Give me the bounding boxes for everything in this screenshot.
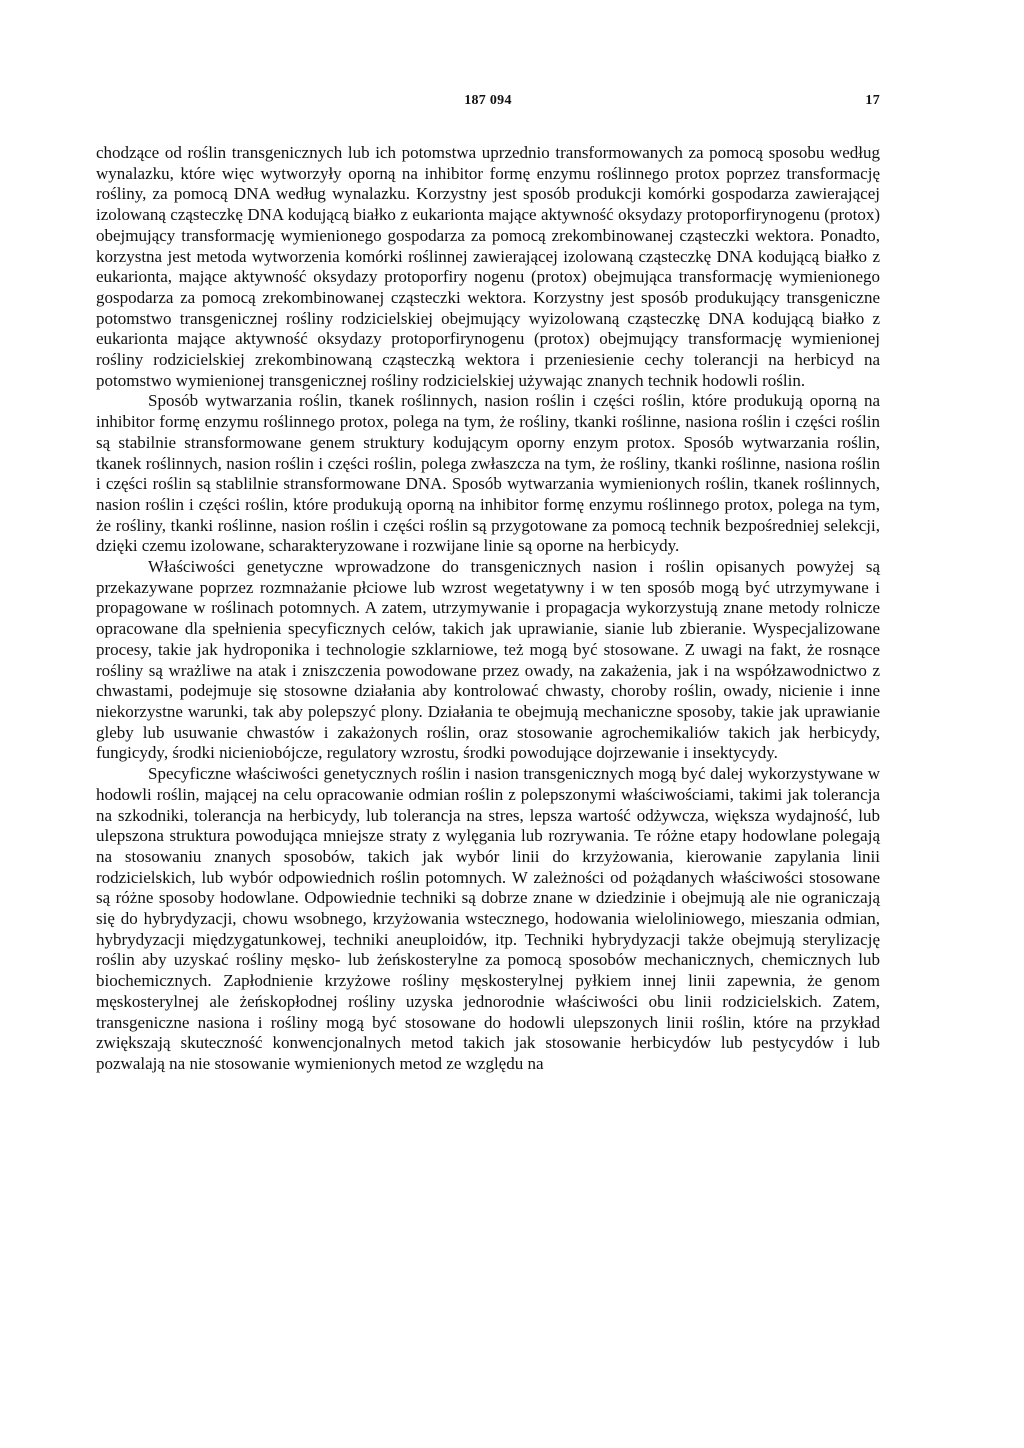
page-number: 17 [865, 93, 880, 108]
page-header [96, 93, 880, 115]
paragraph-plant-breeding: Specyficzne właściwości genetycznych roślin i nasion transgenicznych mogą być dalej wykorzystywane w hodowli roślin, mającej na celu opracowanie odmian roślin z polepszonymi właściwościami, takimi jak tolerancja na szkodniki, tolerancja na herbicydy, lub tolerancja na stres, lepsza wartość odżywcza, większa wydajność, lub ulepszona struktura powodująca mniejsze straty z wylęgania lub rozrywania. Te różne etapy hodowlane polegają na stosowaniu znanych sposobów, takich jak wybór linii do krzyżowania, kierowanie zapylania linii rodzicielskich, lub wybór odpowiednich roślin potomnych. W zależności od pożądanych właściwości stosowane są różne sposoby hodowlane. Odpowiednie techniki są dobrze znane w dziedzinie i obejmują ale nie ograniczają się do hybrydyzacji, chowu wsobnego, krzyżowania wstecznego, hodowania wieloliniowego, mieszania odmian, hybrydyzacji międzygatunkowej, techniki aneuploidów, itp. Techniki hybrydyzacji także obejmują sterylizację roślin aby uzyskać rośliny męsko- lub żeńskosterylne za pomocą sposobów mechanicznych, chemicznych lub biochemicznych. Zapłodnienie krzyżowe rośliny męskosterylnej pyłkiem innej linii zapewnia, że genom męskosterylnej ale żeńskopłodnej rośliny uzyska jednorodnie właściwości obu linii rodzicielskich. Zatem, transgeniczne nasiona i rośliny mogą być stosowane do hodowli ulepszonych linii roślin, które na przykład zwiększają skuteczność konwencjonalnych metod takich jak stosowanie herbicydów lub pestycydów i lub pozwalają na nie stosowanie wymienionych metod ze względu na [96, 764, 880, 1073]
paragraph-production-methods: Sposób wytwarzania roślin, tkanek roślinnych, nasion roślin i części roślin, które produkują oporną na inhibitor formę enzymu roślinnego protox, polega na tym, że rośliny, tkanki roślinne, nasiona roślin i części roślin są stabilnie stransformowane genem struktury kodującym oporny enzym protox. Sposób wytwarzania roślin, tkanek roślinnych, nasion roślin i części roślin, polega zwłaszcza na tym, że rośliny, tkanki roślinne, nasiona roślin i części roślin są stablilnie stransformowane DNA. Sposób wytwarzania wymienionych roślin, tkanek roślinnych, nasion roślin i części roślin, które produkują oporną na inhibitor formę enzymu roślinnego protox, polega na tym, że rośliny, tkanki roślinne, nasion roślin i części roślin są przygotowane za pomocą technik bezpośredniej selekcji, dzięki czemu izolowane, scharakteryzowane i rozwijane linie są oporne na herbicydy. [96, 391, 880, 556]
paragraph-continuation: chodzące od roślin transgenicznych lub ich potomstwa uprzednio transformowanych za pomocą sposobu według wynalazku, które więc wytworzyły oporną na inhibitor formę enzymu roślinnego protox poprzez transformację rośliny, za pomocą DNA według wynalazku. Korzystny jest sposób produkcji komórki gospodarza zawierającej izolowaną cząsteczkę DNA kodującą białko z eukarionta mające aktywność oksydazy protoporfirynogenu (protox) obejmujący transformację wymienionego gospodarza za pomocą zrekombinowanej cząsteczki wektora. Ponadto, korzystna jest metoda wytworzenia komórki roślinnej zawierającej izolowaną cząsteczkę DNA kodującą białko z eukarionta, mające aktywność oksydazy protoporfiry nogenu (protox) obejmująca transformację wymienionego gospodarza za pomocą zrekombinowanej cząsteczki wektora. Korzystny jest sposób produkujący transgeniczne potomstwo transgenicznej rośliny rodzicielskiej obejmujący wyizolowaną cząsteczkę DNA kodującą białko z eukarionta mające aktywność oksydazy protoporfirynogenu (protox) obejmujący transformację wymienionej rośliny rodzicielskiej zrekombinowaną cząsteczką wektora i przeniesienie cechy tolerancji na herbicyd na potomstwo wymienionej transgenicznej rośliny rodzicielskiej używając znanych technik hodowli roślin. [96, 143, 880, 390]
paragraph-genetic-properties: Właściwości genetyczne wprowadzone do transgenicznych nasion i roślin opisanych powyżej są przekazywane poprzez rozmnażanie płciowe lub wzrost wegetatywny i w ten sposób mogą być utrzymywane i propagowane w roślinach potomnych. A zatem, utrzymywanie i propagacja wykorzystują znane metody rolnicze opracowane dla spełnienia specyficznych celów, takich jak uprawianie, sianie lub zbieranie. Wyspecjalizowane procesy, takie jak hydroponika i technologie szklarniowe, też mogą być stosowane. Z uwagi na fakt, że rosnące rośliny są wrażliwe na atak i zniszczenia powodowane przez owady, na zakażenia, jak i na współzawodnictwo z chwastami, podejmuje się stosowne działania aby kontrolować chwasty, choroby roślin, owady, nicienie i inne niekorzystne warunki, tak aby polepszyć plony. Działania te obejmują mechaniczne sposoby, takie jak uprawianie gleby lub usuwanie chwastów i zakażonych roślin, oraz stosowanie agrochemikaliów takich jak herbicydy, fungicydy, środki nicieniobójcze, regulatory wzrostu, środki powodujące dojrzewanie i insektycydy. [96, 557, 880, 763]
body-text [96, 143, 880, 1075]
patent-number: 187 094 [464, 93, 512, 108]
